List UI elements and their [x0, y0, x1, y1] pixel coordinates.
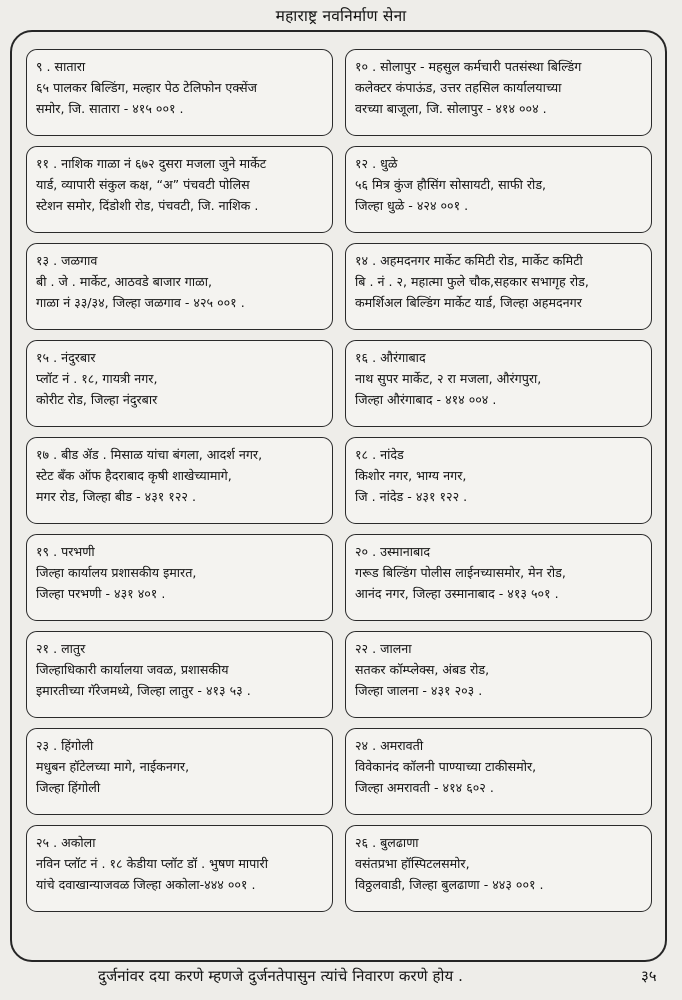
address-line: जिल्हा परभणी - ४३१ ४०१ . [36, 586, 166, 601]
address-card [26, 631, 333, 718]
address-card-heading: २१ . लातुर [36, 641, 86, 656]
address-card-heading: १२ . धुळे [355, 156, 398, 171]
address-line: यांचे दवाखान्याजवळ जिल्हा अकोला-४४४ ००१ . [36, 877, 256, 892]
address-line: जिल्हा धुळे - ४२४ ००१ . [355, 198, 469, 213]
address-line: जिल्हा औरंगाबाद - ४१४ ००४ . [355, 392, 497, 407]
address-line: वरच्या बाजूला, जि. सोलापुर - ४१४ ००४ . [355, 101, 547, 116]
address-card-heading: १४ . अहमदनगर मार्केट कमिटी रोड, मार्केट कमिटी [355, 253, 583, 268]
address-line: जिल्हा अमरावती - ४१४ ६०२ . [355, 780, 494, 795]
address-card-heading: २४ . अमरावती [355, 738, 424, 753]
address-card-heading: २० . उस्मानाबाद [355, 544, 431, 559]
address-card-heading: १८ . नांदेड [355, 447, 404, 462]
address-card [345, 243, 652, 330]
address-line: मधुबन हॉटेलच्या मागे, नाईकनगर, [36, 759, 190, 774]
address-card-heading: १३ . जळगाव [36, 253, 98, 268]
address-line: कोरीट रोड, जिल्हा नंदुरबार [36, 392, 158, 407]
address-card [345, 437, 652, 524]
address-card-heading: १५ . नंदुरबार [36, 350, 96, 365]
address-line: जि . नांदेड - ४३१ १२२ . [355, 489, 468, 504]
address-card-heading: १० . सोलापुर - महसुल कर्मचारी पतसंस्था बिल्डिंग [355, 59, 582, 74]
address-card [345, 146, 652, 233]
address-card-heading: २२ . जालना [355, 641, 412, 656]
page-number: ३५ [641, 967, 657, 985]
address-line: किशोर नगर, भाग्य नगर, [355, 468, 467, 483]
address-line: समोर, जि. सातारा - ४१५ ००१ . [36, 101, 184, 116]
address-card-heading: १६ . औरंगाबाद [355, 350, 426, 365]
address-line: इमारतीच्या गॅरेजमध्ये, जिल्हा लातुर - ४१३ ५३ . [36, 683, 251, 698]
page-title: महाराष्ट्र नवनिर्माण सेना [275, 7, 407, 25]
address-line: जिल्हाधिकारी कार्यालया जवळ, प्रशासकीय [36, 662, 229, 677]
address-line: प्लॉट नं . १८, गायत्री नगर, [36, 371, 158, 386]
address-card [26, 146, 333, 233]
address-line: वसंतप्रभा हॉस्पिटलसमोर, [355, 856, 470, 871]
address-line: कलेक्टर कंपाऊंड, उत्तर तहसिल कार्यालयाच्या [355, 80, 562, 95]
address-card-heading: २५ . अकोला [36, 835, 96, 850]
address-line: जिल्हा हिंगोली [36, 780, 101, 795]
address-line: कमर्शिअल बिल्डिंग मार्केट यार्ड, जिल्हा अहमदनगर [355, 295, 582, 310]
address-card [345, 340, 652, 427]
address-line: बी . जे . मार्केट, आठवडे बाजार गाळा, [36, 274, 212, 289]
address-line: आनंद नगर, जिल्हा उस्मानाबाद - ४१३ ५०१ . [355, 586, 559, 601]
address-line: स्टेट बँक ऑफ हैदराबाद कृषी शाखेच्यामागे, [36, 468, 232, 483]
address-line: गाळा नं ३३/३४, जिल्हा जळगाव - ४२५ ००१ . [36, 295, 245, 310]
address-line: मगर रोड, जिल्हा बीड - ४३१ १२२ . [36, 489, 196, 504]
address-card [26, 243, 333, 330]
address-card [26, 49, 333, 136]
address-line: स्टेशन समोर, दिंडोशी रोड, पंचवटी, जि. नाशिक . [36, 198, 259, 213]
address-line: नाथ सुपर मार्केट, २ रा मजला, औरंगपुरा, [355, 371, 542, 386]
address-line: नविन प्लॉट नं . १८ केडीया प्लॉट डॉ . भुषण मापारी [36, 856, 268, 871]
address-line: ६५ पालकर बिल्डिंग, मल्हार पेठ टेलिफोन एक्सेंज [36, 80, 257, 95]
address-line: बि . नं . २, महात्मा फुले चौक,सहकार सभागृह रोड, [355, 274, 589, 289]
address-line: सतकर कॉम्प्लेक्स, अंबड रोड, [355, 662, 490, 677]
address-card [26, 534, 333, 621]
address-card-heading: ९ . सातारा [36, 59, 86, 74]
address-card [26, 340, 333, 427]
address-line: विठ्ठलवाडी, जिल्हा बुलढाणा - ४४३ ००१ . [355, 877, 544, 892]
address-card [345, 534, 652, 621]
address-line: विवेकानंद कॉलनी पाण्याच्या टाकीसमोर, [355, 759, 537, 774]
address-card [26, 437, 333, 524]
address-line: यार्ड, व्यापारी संकुल कक्ष, “अ” पंचवटी पोलिस [36, 177, 250, 192]
address-card-grid [26, 49, 652, 912]
address-line: जिल्हा जालना - ४३१ २०३ . [355, 683, 483, 698]
address-card-heading: १९ . परभणी [36, 544, 95, 559]
address-card-heading: ११ . नाशिक गाळा नं ६७२ दुसरा मजला जुने मार्केट [36, 156, 267, 171]
address-card [345, 631, 652, 718]
footer-quote: दुर्जनांवर दया करणे म्हणजे दुर्जनतेपासुन त्यांचे निवारण करणे होय . [98, 967, 464, 985]
address-card [345, 49, 652, 136]
address-card-heading: २६ . बुलढाणा [355, 835, 419, 850]
address-card [26, 728, 333, 815]
address-card [345, 825, 652, 912]
address-line: गरूड बिल्डिंग पोलीस लाईनच्यासमोर, मेन रोड, [355, 565, 566, 580]
address-card-heading: १७ . बीड ॲड . मिसाळ यांचा बंगला, आदर्श नगर, [36, 447, 263, 462]
address-card [26, 825, 333, 912]
address-card-heading: २३ . हिंगोली [36, 738, 94, 753]
address-card [345, 728, 652, 815]
address-line: जिल्हा कार्यालय प्रशासकीय इमारत, [36, 565, 197, 580]
address-line: ५६ मित्र कुंज हौसिंग सोसायटी, साफी रोड, [355, 177, 547, 192]
